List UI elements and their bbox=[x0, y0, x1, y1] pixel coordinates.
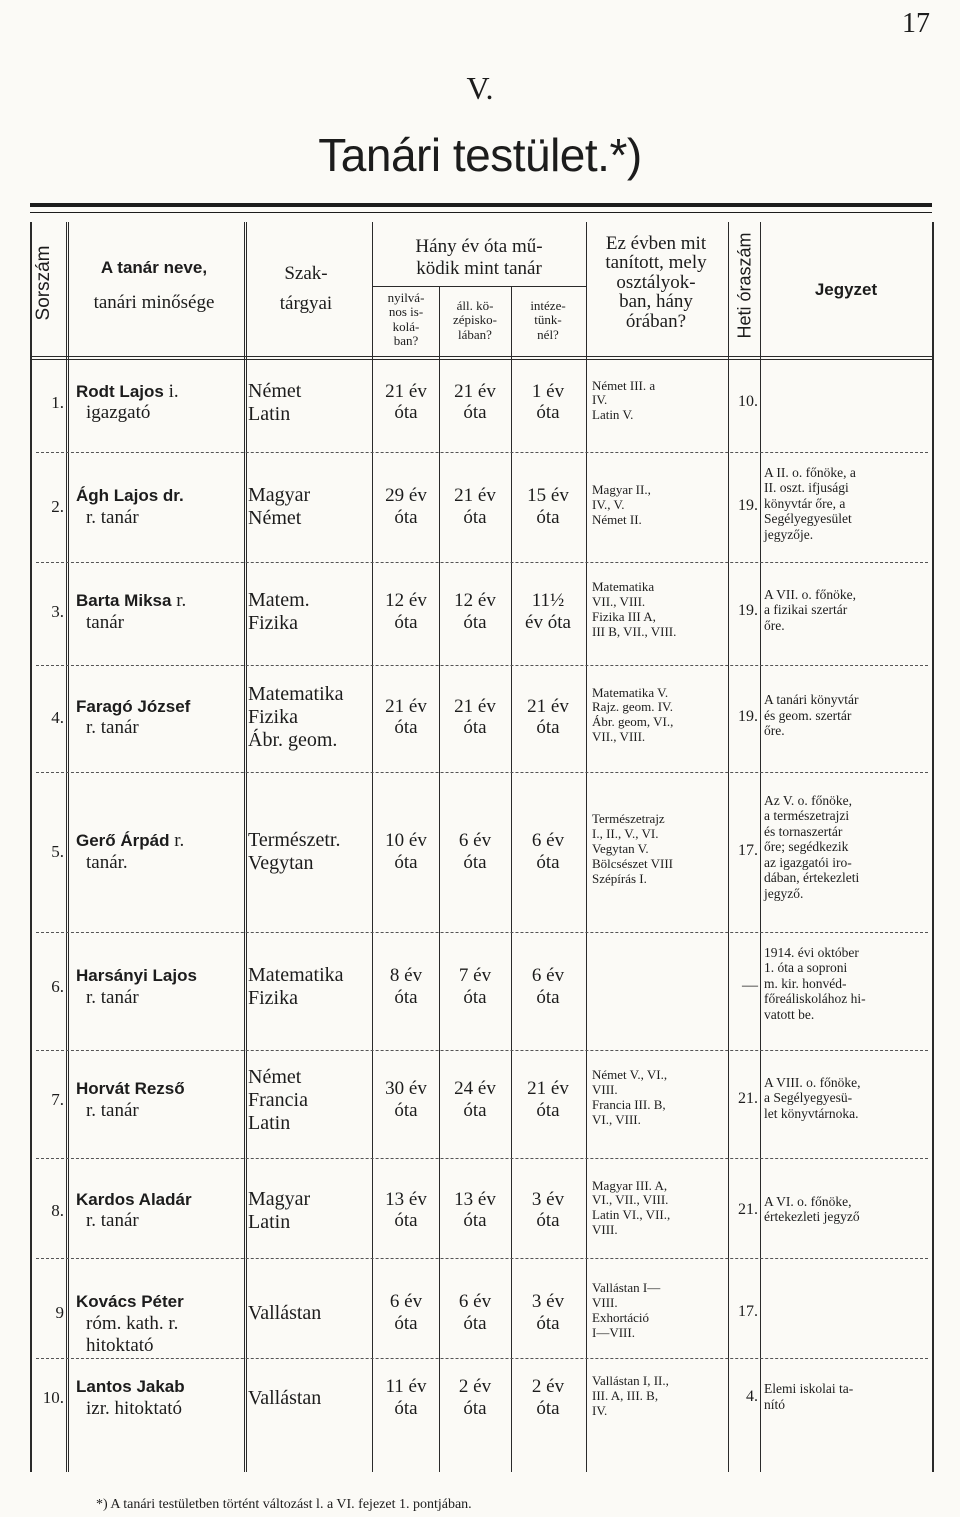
class-line: Matematika bbox=[592, 579, 655, 594]
class-line: III B, VII., VIII. bbox=[592, 623, 677, 639]
teacher-name: Rodt Lajos bbox=[76, 381, 164, 401]
years-value: óta bbox=[463, 986, 487, 1008]
class-line: VII., VIII. bbox=[592, 729, 646, 745]
note-line: őre. bbox=[764, 617, 785, 633]
classes-cell bbox=[592, 379, 726, 424]
note-line: A VI. o. főnöke, bbox=[764, 1193, 852, 1209]
class-line: VI., VIII. bbox=[592, 1111, 641, 1127]
row-number: 3. bbox=[51, 602, 64, 621]
title-rule bbox=[30, 203, 932, 207]
class-line: Vallástan I, II., bbox=[592, 1373, 669, 1388]
years-value: óta bbox=[394, 851, 418, 873]
header-rule bbox=[30, 356, 932, 357]
teacher-name: Kovács Péter bbox=[76, 1292, 184, 1311]
subject: Magyar bbox=[248, 484, 311, 506]
class-line: Természetrajz bbox=[592, 811, 665, 826]
teacher-role: r. tanár bbox=[86, 1099, 139, 1121]
years-y2-cell bbox=[440, 485, 510, 529]
teacher-name-cell bbox=[76, 590, 240, 634]
years-y3-cell bbox=[512, 590, 584, 634]
years-y2-cell bbox=[440, 590, 510, 634]
subject: Fizika bbox=[248, 612, 298, 634]
years-value: 12 év bbox=[454, 590, 496, 611]
years-value: óta bbox=[463, 1397, 487, 1419]
years-y1-cell bbox=[374, 696, 438, 740]
years-value: óta bbox=[536, 1099, 560, 1121]
years-value: 8 év bbox=[389, 965, 423, 986]
class-line: Német V., VI., bbox=[592, 1067, 668, 1082]
class-line: Bölcsészet VIII bbox=[592, 855, 673, 871]
class-line: Fizika III A, bbox=[592, 608, 656, 624]
weekly-hours: 17. bbox=[738, 842, 758, 859]
teacher-name-cell bbox=[76, 485, 240, 529]
row-number: 6. bbox=[51, 977, 64, 996]
subjects-cell bbox=[248, 589, 370, 635]
teacher-name-cell bbox=[76, 1376, 240, 1420]
years-value: 6 év bbox=[531, 965, 565, 986]
note-line: A tanári könyvtár bbox=[764, 692, 859, 707]
weekly-hours: 21. bbox=[738, 1200, 758, 1218]
teacher-name-cell bbox=[76, 1291, 240, 1357]
note-line: vatott be. bbox=[764, 1006, 815, 1022]
note-cell bbox=[764, 692, 928, 739]
years-value: 15 év bbox=[527, 485, 569, 506]
years-value: 11½ bbox=[531, 590, 565, 611]
subject: Latin bbox=[248, 1111, 291, 1134]
classes-cell bbox=[592, 580, 726, 640]
years-value: óta bbox=[394, 611, 418, 633]
class-line: Szépírás I. bbox=[592, 870, 647, 886]
note-line: II. oszt. ifjusági bbox=[764, 480, 849, 496]
row-number: 9 bbox=[55, 1303, 64, 1322]
years-value: 13 év bbox=[385, 1188, 427, 1210]
class-line: VIII. bbox=[592, 1222, 618, 1238]
years-value: óta bbox=[463, 402, 487, 424]
subjects-cell bbox=[248, 683, 370, 752]
class-line: VIII. bbox=[592, 1294, 618, 1310]
years-y2-cell bbox=[440, 1376, 510, 1420]
note-line: a természetrajzi bbox=[764, 808, 850, 824]
class-line: VI., VII., VIII. bbox=[592, 1192, 669, 1208]
note-line: Elemi iskolai ta- bbox=[764, 1381, 854, 1396]
subject: Német bbox=[248, 507, 302, 529]
years-value: óta bbox=[394, 1397, 418, 1419]
column-rule bbox=[932, 222, 934, 1472]
years-value: óta bbox=[394, 402, 418, 424]
years-y3-cell bbox=[512, 696, 584, 740]
teacher-role: r. tanár bbox=[86, 717, 139, 739]
teacher-name: Ágh Lajos dr. bbox=[76, 486, 184, 505]
years-y3-cell bbox=[512, 1291, 584, 1335]
header-years-public: nyilvá- nos is- kolá- ban? bbox=[387, 290, 425, 348]
teacher-name: Harsányi Lajos bbox=[76, 966, 197, 985]
subjects-cell bbox=[248, 1066, 370, 1135]
title-rule-thin bbox=[30, 212, 932, 213]
years-value: 21 év bbox=[385, 695, 427, 717]
years-value: óta bbox=[463, 611, 487, 633]
header-name: A tanár neve, tanári minősége bbox=[93, 258, 215, 313]
teacher-name-suffix: r. bbox=[171, 590, 187, 611]
years-y2-cell bbox=[440, 965, 510, 1009]
class-line: VII., VIII. bbox=[592, 593, 646, 609]
years-y1-cell bbox=[374, 590, 438, 634]
header-note: Jegyzet bbox=[814, 280, 878, 299]
subject: Matematika bbox=[248, 964, 344, 986]
years-value: 7 év bbox=[458, 965, 492, 986]
teacher-role: izr. hitoktató bbox=[86, 1397, 183, 1419]
years-y3-cell bbox=[512, 830, 584, 874]
subject: Magyar bbox=[248, 1187, 311, 1210]
note-line: és tornaszertár bbox=[764, 823, 843, 839]
years-value: óta bbox=[463, 851, 487, 873]
years-value: 21 év bbox=[527, 1078, 569, 1099]
class-line: Magyar II., bbox=[592, 482, 651, 497]
teacher-role: r. tanár bbox=[86, 1210, 139, 1232]
teacher-role: róm. kath. r. bbox=[86, 1312, 179, 1334]
years-value: óta bbox=[536, 986, 560, 1008]
years-value: óta bbox=[394, 506, 418, 528]
years-value: óta bbox=[394, 717, 418, 739]
teacher-name-cell bbox=[76, 830, 240, 874]
weekly-hours: — bbox=[742, 977, 758, 994]
column-rule bbox=[244, 222, 245, 1472]
subject: Vegytan bbox=[248, 852, 314, 874]
class-line: Vallástan I— bbox=[592, 1280, 661, 1295]
column-rule bbox=[66, 222, 67, 1472]
note-line: Az V. o. főnöke, bbox=[764, 792, 852, 808]
years-value: 13 év bbox=[454, 1188, 496, 1210]
years-value: 29 év bbox=[385, 485, 427, 506]
note-line: A VII. o. főnöke, bbox=[764, 586, 856, 602]
note-line: 1. óta a soproni bbox=[764, 960, 848, 976]
subject: Matematika bbox=[248, 683, 344, 705]
years-y3-cell bbox=[512, 1376, 584, 1420]
subject: Német bbox=[248, 1065, 302, 1088]
teacher-name: Lantos Jakab bbox=[76, 1377, 185, 1396]
years-value: óta bbox=[394, 986, 418, 1008]
class-line: Német III. a bbox=[592, 377, 656, 393]
note-cell bbox=[764, 1075, 928, 1122]
note-cell bbox=[764, 945, 928, 1023]
page-title: Tanári testület.*) bbox=[318, 129, 642, 181]
column-rule bbox=[586, 222, 587, 1472]
note-line: értekezleti jegyző bbox=[764, 1209, 860, 1225]
years-value: óta bbox=[394, 1210, 418, 1232]
years-value: 21 év bbox=[527, 695, 569, 717]
years-value: 21 év bbox=[454, 485, 496, 506]
teacher-name-cell bbox=[76, 381, 240, 425]
years-value: 2 év bbox=[458, 1376, 492, 1397]
teacher-role: r. tanár bbox=[86, 506, 139, 528]
note-line: főreáliskolához hi- bbox=[764, 991, 866, 1007]
row-separator bbox=[36, 1358, 928, 1359]
subject: Francia bbox=[248, 1088, 308, 1111]
header-hours: Heti óraszám bbox=[734, 232, 755, 339]
class-line: Matematika V. bbox=[592, 684, 669, 700]
years-value: óta bbox=[394, 1099, 418, 1121]
note-line: A II. o. főnöke, a bbox=[764, 464, 856, 480]
section-numeral: V. bbox=[466, 70, 494, 106]
teacher-role: tanár. bbox=[86, 851, 128, 873]
class-line: Latin VI., VII., bbox=[592, 1207, 671, 1223]
class-line: Német II. bbox=[592, 511, 642, 527]
years-y3-cell bbox=[512, 1078, 584, 1122]
row-number: 2. bbox=[51, 497, 64, 516]
years-value: 3 év bbox=[531, 1188, 565, 1210]
header-taught: Ez évben mit tanított, mely osztályok- ban, hány órában? bbox=[605, 233, 707, 332]
row-number: 8. bbox=[51, 1200, 64, 1220]
subject: Latin bbox=[248, 1210, 291, 1233]
weekly-hours: 19. bbox=[738, 497, 758, 514]
class-line: Ábr. geom, VI., bbox=[592, 714, 674, 730]
years-value: év óta bbox=[525, 611, 571, 633]
years-value: óta bbox=[536, 851, 560, 873]
teacher-role: igazgató bbox=[86, 402, 151, 424]
column-rule bbox=[760, 222, 761, 1472]
teacher-role: r. tanár bbox=[86, 986, 139, 1008]
years-value: 10 év bbox=[385, 830, 427, 851]
years-y2-cell bbox=[440, 1078, 510, 1122]
class-line: Exhortáció bbox=[592, 1309, 650, 1325]
years-y1-cell bbox=[374, 485, 438, 529]
column-rule bbox=[372, 222, 373, 1472]
subjects-cell bbox=[248, 1188, 370, 1234]
subject: Fizika bbox=[248, 987, 298, 1009]
years-value: óta bbox=[536, 402, 560, 424]
note-line: és geom. szertár bbox=[764, 707, 852, 723]
row-number: 1. bbox=[51, 392, 64, 412]
class-line: Rajz. geom. IV. bbox=[592, 699, 673, 715]
subject: Matem. bbox=[248, 589, 310, 611]
row-number: 4. bbox=[51, 707, 64, 727]
years-value: 24 év bbox=[454, 1078, 496, 1099]
note-cell bbox=[764, 1381, 928, 1412]
class-line: III. A, III. B, bbox=[592, 1387, 659, 1403]
note-cell bbox=[764, 1194, 928, 1225]
header-subjects: Szak- tárgyai bbox=[279, 263, 333, 314]
years-value: 21 év bbox=[454, 695, 496, 717]
note-line: Segélyegyesület bbox=[764, 511, 852, 527]
years-value: 11 év bbox=[385, 1376, 427, 1397]
years-value: 30 év bbox=[385, 1078, 427, 1099]
teacher-name-cell bbox=[76, 696, 240, 740]
subject: Ábr. geom. bbox=[248, 729, 338, 751]
years-value: óta bbox=[536, 506, 560, 528]
note-line: jegyzője. bbox=[764, 526, 814, 542]
note-line: az igazgatói iro- bbox=[764, 854, 852, 870]
years-value: 6 év bbox=[389, 1291, 423, 1312]
teacher-name: Horvát Rezső bbox=[76, 1079, 185, 1098]
years-value: óta bbox=[536, 1210, 560, 1232]
class-line: VIII. bbox=[592, 1081, 618, 1097]
row-number: 5. bbox=[51, 842, 64, 861]
row-separator bbox=[36, 452, 928, 453]
note-line: A VIII. o. főnöke, bbox=[764, 1074, 861, 1090]
years-value: óta bbox=[463, 1312, 487, 1334]
row-separator bbox=[36, 1258, 928, 1259]
teacher-name-cell bbox=[76, 1078, 240, 1122]
header-years-inst: intéze- tünk- nél? bbox=[530, 298, 566, 342]
row-separator bbox=[36, 932, 928, 933]
row-separator bbox=[36, 1050, 928, 1051]
years-y1-cell bbox=[374, 381, 438, 425]
class-line: IV. bbox=[592, 392, 608, 408]
row-separator bbox=[36, 665, 928, 666]
years-value: 12 év bbox=[385, 590, 427, 611]
years-value: 6 év bbox=[458, 830, 492, 851]
classes-cell bbox=[592, 1374, 726, 1419]
years-y2-cell bbox=[440, 1189, 510, 1233]
note-line: könyvtár őre, a bbox=[764, 495, 846, 511]
subject: Latin bbox=[248, 402, 291, 425]
weekly-hours: 10. bbox=[738, 392, 758, 410]
years-value: 21 év bbox=[454, 380, 496, 402]
years-value: óta bbox=[536, 1312, 560, 1334]
classes-cell bbox=[592, 1068, 726, 1128]
teacher-role: hitoktató bbox=[86, 1334, 154, 1356]
years-value: óta bbox=[463, 506, 487, 528]
years-value: óta bbox=[463, 1099, 487, 1121]
class-line: IV. bbox=[592, 1402, 608, 1418]
classes-cell bbox=[592, 1179, 726, 1239]
class-line: I., II., V., VI. bbox=[592, 825, 659, 841]
footnote: *) A tanári testületben történt változást l. a VI. fejezet 1. pontjában. bbox=[96, 1497, 472, 1512]
teacher-name: Gerő Árpád bbox=[76, 831, 170, 850]
note-line: dában, értekezleti bbox=[764, 870, 860, 886]
years-value: 6 év bbox=[458, 1291, 492, 1312]
subject: Természetr. bbox=[248, 829, 341, 851]
classes-cell bbox=[592, 483, 726, 528]
years-y3-cell bbox=[512, 1189, 584, 1233]
weekly-hours: 21. bbox=[738, 1090, 758, 1107]
note-line: őre; segédkezik bbox=[764, 839, 849, 855]
column-rule bbox=[246, 222, 247, 1472]
years-value: óta bbox=[463, 717, 487, 739]
years-y1-cell bbox=[374, 1376, 438, 1420]
years-value: óta bbox=[463, 1210, 487, 1232]
teacher-name-suffix: r. bbox=[169, 830, 185, 851]
note-line: jegyző. bbox=[764, 885, 804, 901]
years-value: 2 év bbox=[531, 1376, 565, 1397]
note-line: 1914. évi október bbox=[764, 944, 859, 960]
class-line: I—VIII. bbox=[592, 1324, 635, 1340]
years-value: 6 év bbox=[531, 830, 565, 851]
teacher-name: Barta Miksa bbox=[76, 591, 172, 610]
class-line: IV., V. bbox=[592, 496, 625, 512]
years-value: 21 év bbox=[385, 380, 427, 402]
subject: Német bbox=[248, 379, 302, 402]
row-number: 7. bbox=[51, 1090, 64, 1109]
teacher-name-cell bbox=[76, 965, 240, 1009]
teacher-role: tanár bbox=[86, 611, 124, 633]
classes-cell bbox=[592, 1281, 726, 1341]
header-years-group: Hány év óta mű- ködik mint tanár bbox=[415, 236, 543, 279]
subjects-cell bbox=[248, 1302, 370, 1325]
note-line: m. kir. honvéd- bbox=[764, 975, 847, 991]
years-y1-cell bbox=[374, 1078, 438, 1122]
years-y3-cell bbox=[512, 485, 584, 529]
years-y1-cell bbox=[374, 1291, 438, 1335]
column-rule bbox=[68, 222, 69, 1472]
years-y2-cell bbox=[440, 381, 510, 425]
subject: Vallástan bbox=[248, 1386, 322, 1409]
note-cell bbox=[764, 793, 928, 902]
years-y3-cell bbox=[512, 965, 584, 1009]
years-value: 3 év bbox=[531, 1291, 565, 1312]
class-line: Magyar III. A, bbox=[592, 1177, 668, 1193]
teacher-name-cell bbox=[76, 1189, 240, 1233]
weekly-hours: 4. bbox=[746, 1388, 758, 1405]
header-sorszam: Sorszám bbox=[33, 245, 54, 321]
class-line: Francia III. B, bbox=[592, 1096, 666, 1112]
note-line: nító bbox=[764, 1396, 786, 1412]
classes-cell bbox=[592, 686, 726, 746]
years-y2-cell bbox=[440, 1291, 510, 1335]
subjects-cell bbox=[248, 1387, 370, 1410]
years-y3-cell bbox=[512, 381, 584, 425]
weekly-hours: 17. bbox=[738, 1303, 758, 1320]
note-line: a Segélyegyesü- bbox=[764, 1090, 853, 1106]
class-line: Latin V. bbox=[592, 407, 634, 423]
years-y1-cell bbox=[374, 830, 438, 874]
header-rule bbox=[372, 286, 586, 287]
note-line: a fizikai szertár bbox=[764, 602, 848, 618]
classes-cell bbox=[592, 812, 726, 887]
years-y1-cell bbox=[374, 965, 438, 1009]
teacher-name: Faragó József bbox=[76, 696, 191, 716]
years-value: óta bbox=[536, 1397, 560, 1419]
note-cell bbox=[764, 587, 928, 634]
subjects-cell bbox=[248, 829, 370, 875]
years-y2-cell bbox=[440, 830, 510, 874]
years-y1-cell bbox=[374, 1189, 438, 1233]
teacher-name: Kardos Aladár bbox=[76, 1189, 192, 1209]
subject: Fizika bbox=[248, 706, 298, 728]
row-separator bbox=[36, 1158, 928, 1159]
note-cell bbox=[764, 465, 928, 543]
note-line: őre. bbox=[764, 723, 785, 739]
years-value: óta bbox=[394, 1312, 418, 1334]
row-separator bbox=[36, 562, 928, 563]
row-number: 10. bbox=[42, 1388, 64, 1407]
weekly-hours: 19. bbox=[738, 707, 758, 725]
weekly-hours: 19. bbox=[738, 602, 758, 619]
years-y2-cell bbox=[440, 696, 510, 740]
subjects-cell bbox=[248, 484, 370, 530]
page-number: 17 bbox=[902, 8, 930, 39]
subjects-cell bbox=[248, 964, 370, 1010]
teacher-name-suffix: i. bbox=[163, 380, 179, 402]
header-years-state: áll. kö- zépisko- lában? bbox=[452, 298, 498, 342]
column-rule bbox=[30, 222, 32, 1472]
years-value: óta bbox=[536, 717, 560, 739]
subject: Vallástan bbox=[248, 1301, 322, 1324]
row-separator bbox=[36, 772, 928, 773]
header-rule bbox=[30, 359, 932, 360]
class-line: Vegytan V. bbox=[592, 840, 649, 856]
note-line: let könyvtárnoka. bbox=[764, 1105, 859, 1121]
years-value: 1 év bbox=[531, 380, 565, 402]
subjects-cell bbox=[248, 380, 370, 426]
